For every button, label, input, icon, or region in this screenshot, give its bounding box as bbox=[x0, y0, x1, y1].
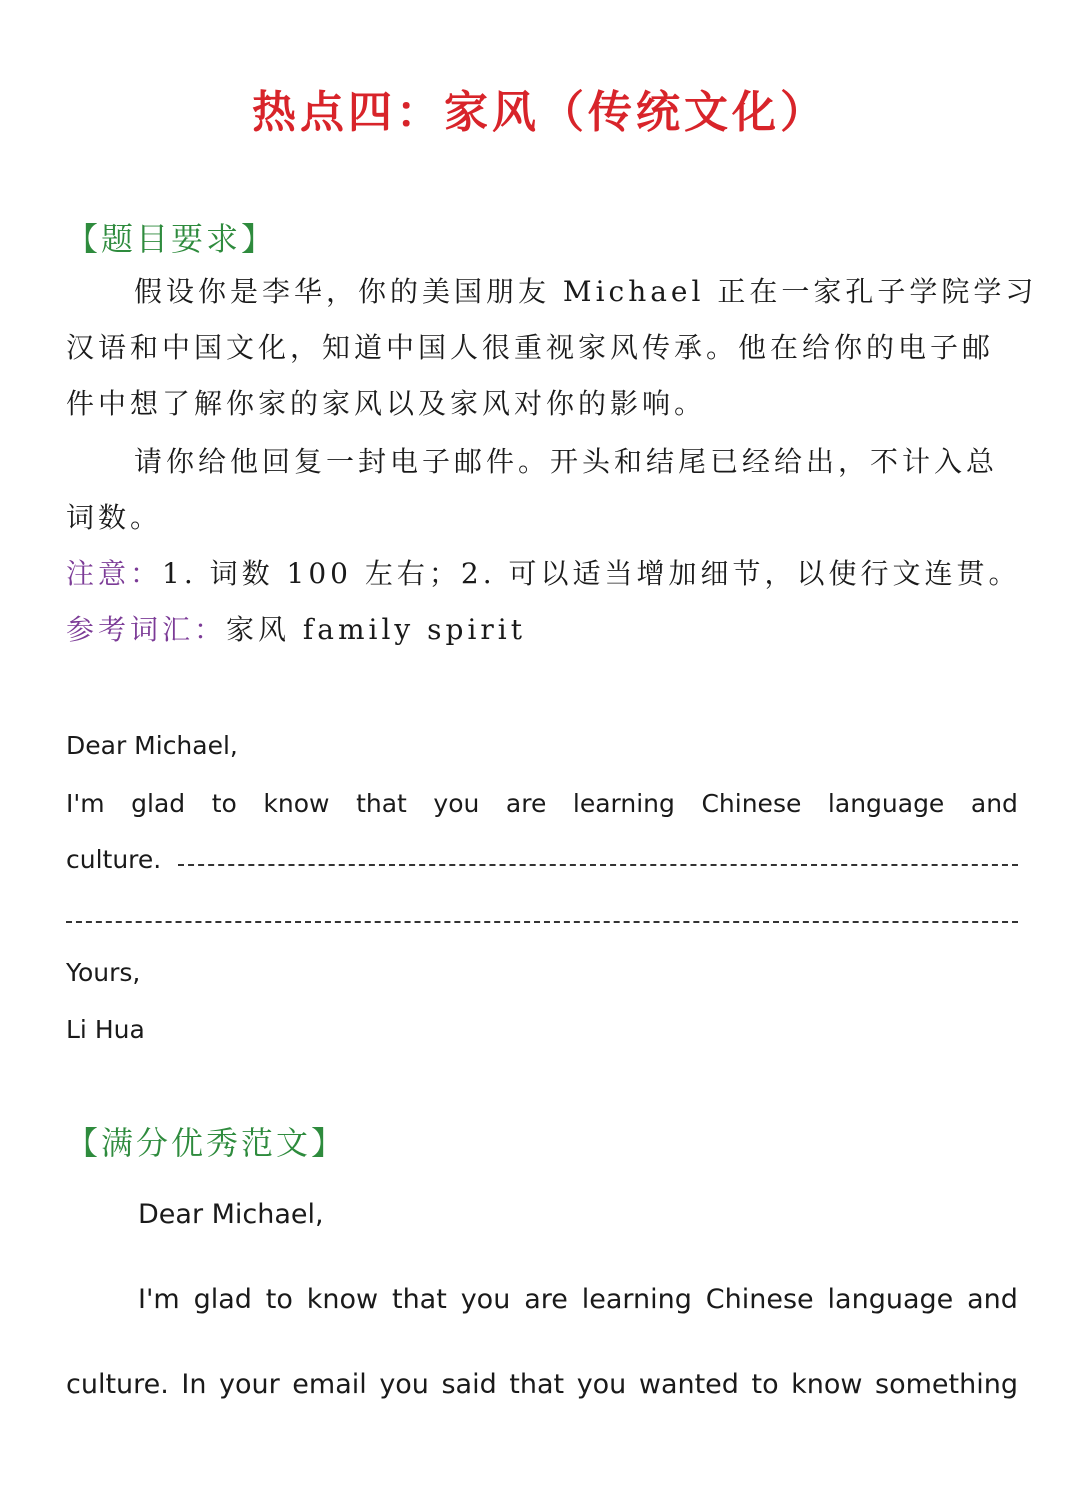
template-closing: Yours, bbox=[66, 958, 141, 987]
word: something bbox=[875, 1369, 1018, 1400]
word: language bbox=[827, 789, 945, 818]
word: know bbox=[791, 1369, 863, 1400]
essay-line bbox=[138, 1280, 1018, 1320]
word: said bbox=[441, 1369, 497, 1400]
note-text: 1. 词数 100 左右；2. 可以适当增加细节，以使行文连贯。 bbox=[162, 557, 1021, 590]
word: to bbox=[211, 789, 237, 818]
word: know bbox=[263, 789, 330, 818]
prompt-line: 件中想了解你家的家风以及家风对你的影响。 bbox=[66, 387, 707, 420]
word: language bbox=[827, 1284, 954, 1315]
word: culture. bbox=[66, 1369, 169, 1400]
template-opening-line bbox=[66, 786, 1018, 822]
template-signature: Li Hua bbox=[66, 1015, 145, 1044]
requirements-heading: 【题目要求】 bbox=[66, 220, 277, 258]
word: that bbox=[391, 1284, 447, 1315]
word: that bbox=[509, 1369, 565, 1400]
word: I'm bbox=[138, 1284, 180, 1315]
word: I'm bbox=[66, 789, 105, 818]
vocab-label: 参考词汇： bbox=[66, 613, 227, 646]
vocab-line bbox=[66, 610, 526, 650]
word: that bbox=[356, 789, 407, 818]
word: wanted bbox=[638, 1369, 739, 1400]
prompt-line: 汉语和中国文化，知道中国人很重视家风传承。他在给你的电子邮 bbox=[66, 331, 995, 364]
word: Chinese bbox=[701, 789, 802, 818]
word: are bbox=[505, 789, 547, 818]
word: learning bbox=[581, 1284, 692, 1315]
word: and bbox=[970, 789, 1018, 818]
word: glad bbox=[193, 1284, 252, 1315]
essay-line bbox=[66, 1365, 1018, 1405]
writing-blank-line bbox=[178, 864, 1018, 866]
word: to bbox=[751, 1369, 779, 1400]
word: you bbox=[576, 1369, 627, 1400]
word: email bbox=[292, 1369, 367, 1400]
word: to bbox=[265, 1284, 293, 1315]
word: are bbox=[524, 1284, 568, 1315]
essay-greeting: Dear Michael, bbox=[138, 1199, 324, 1230]
word: In bbox=[181, 1369, 207, 1400]
writing-blank-line bbox=[66, 921, 1018, 923]
prompt-line: 假设你是李华，你的美国朋友 Michael 正在一家孔子学院学习 bbox=[134, 275, 1038, 308]
template-line2-start: culture. bbox=[66, 845, 162, 874]
prompt-line: 请你给他回复一封电子邮件。开头和结尾已经给出，不计入总 bbox=[134, 445, 999, 478]
word: Chinese bbox=[705, 1284, 814, 1315]
template-greeting: Dear Michael, bbox=[66, 731, 238, 760]
word: learning bbox=[572, 789, 675, 818]
word: and bbox=[967, 1284, 1018, 1315]
word: you bbox=[460, 1284, 511, 1315]
page-title: 热点四：家风（传统文化） bbox=[252, 87, 828, 138]
prompt-line: 词数。 bbox=[66, 501, 163, 534]
word: glad bbox=[131, 789, 186, 818]
vocab-text: 家风 family spirit bbox=[226, 613, 526, 646]
word: know bbox=[306, 1284, 379, 1315]
note-line bbox=[66, 554, 1021, 594]
word: you bbox=[379, 1369, 429, 1400]
note-label: 注意： bbox=[66, 557, 163, 590]
word: your bbox=[219, 1369, 280, 1400]
word: you bbox=[433, 789, 480, 818]
model-essay-heading: 【满分优秀范文】 bbox=[66, 1124, 347, 1162]
